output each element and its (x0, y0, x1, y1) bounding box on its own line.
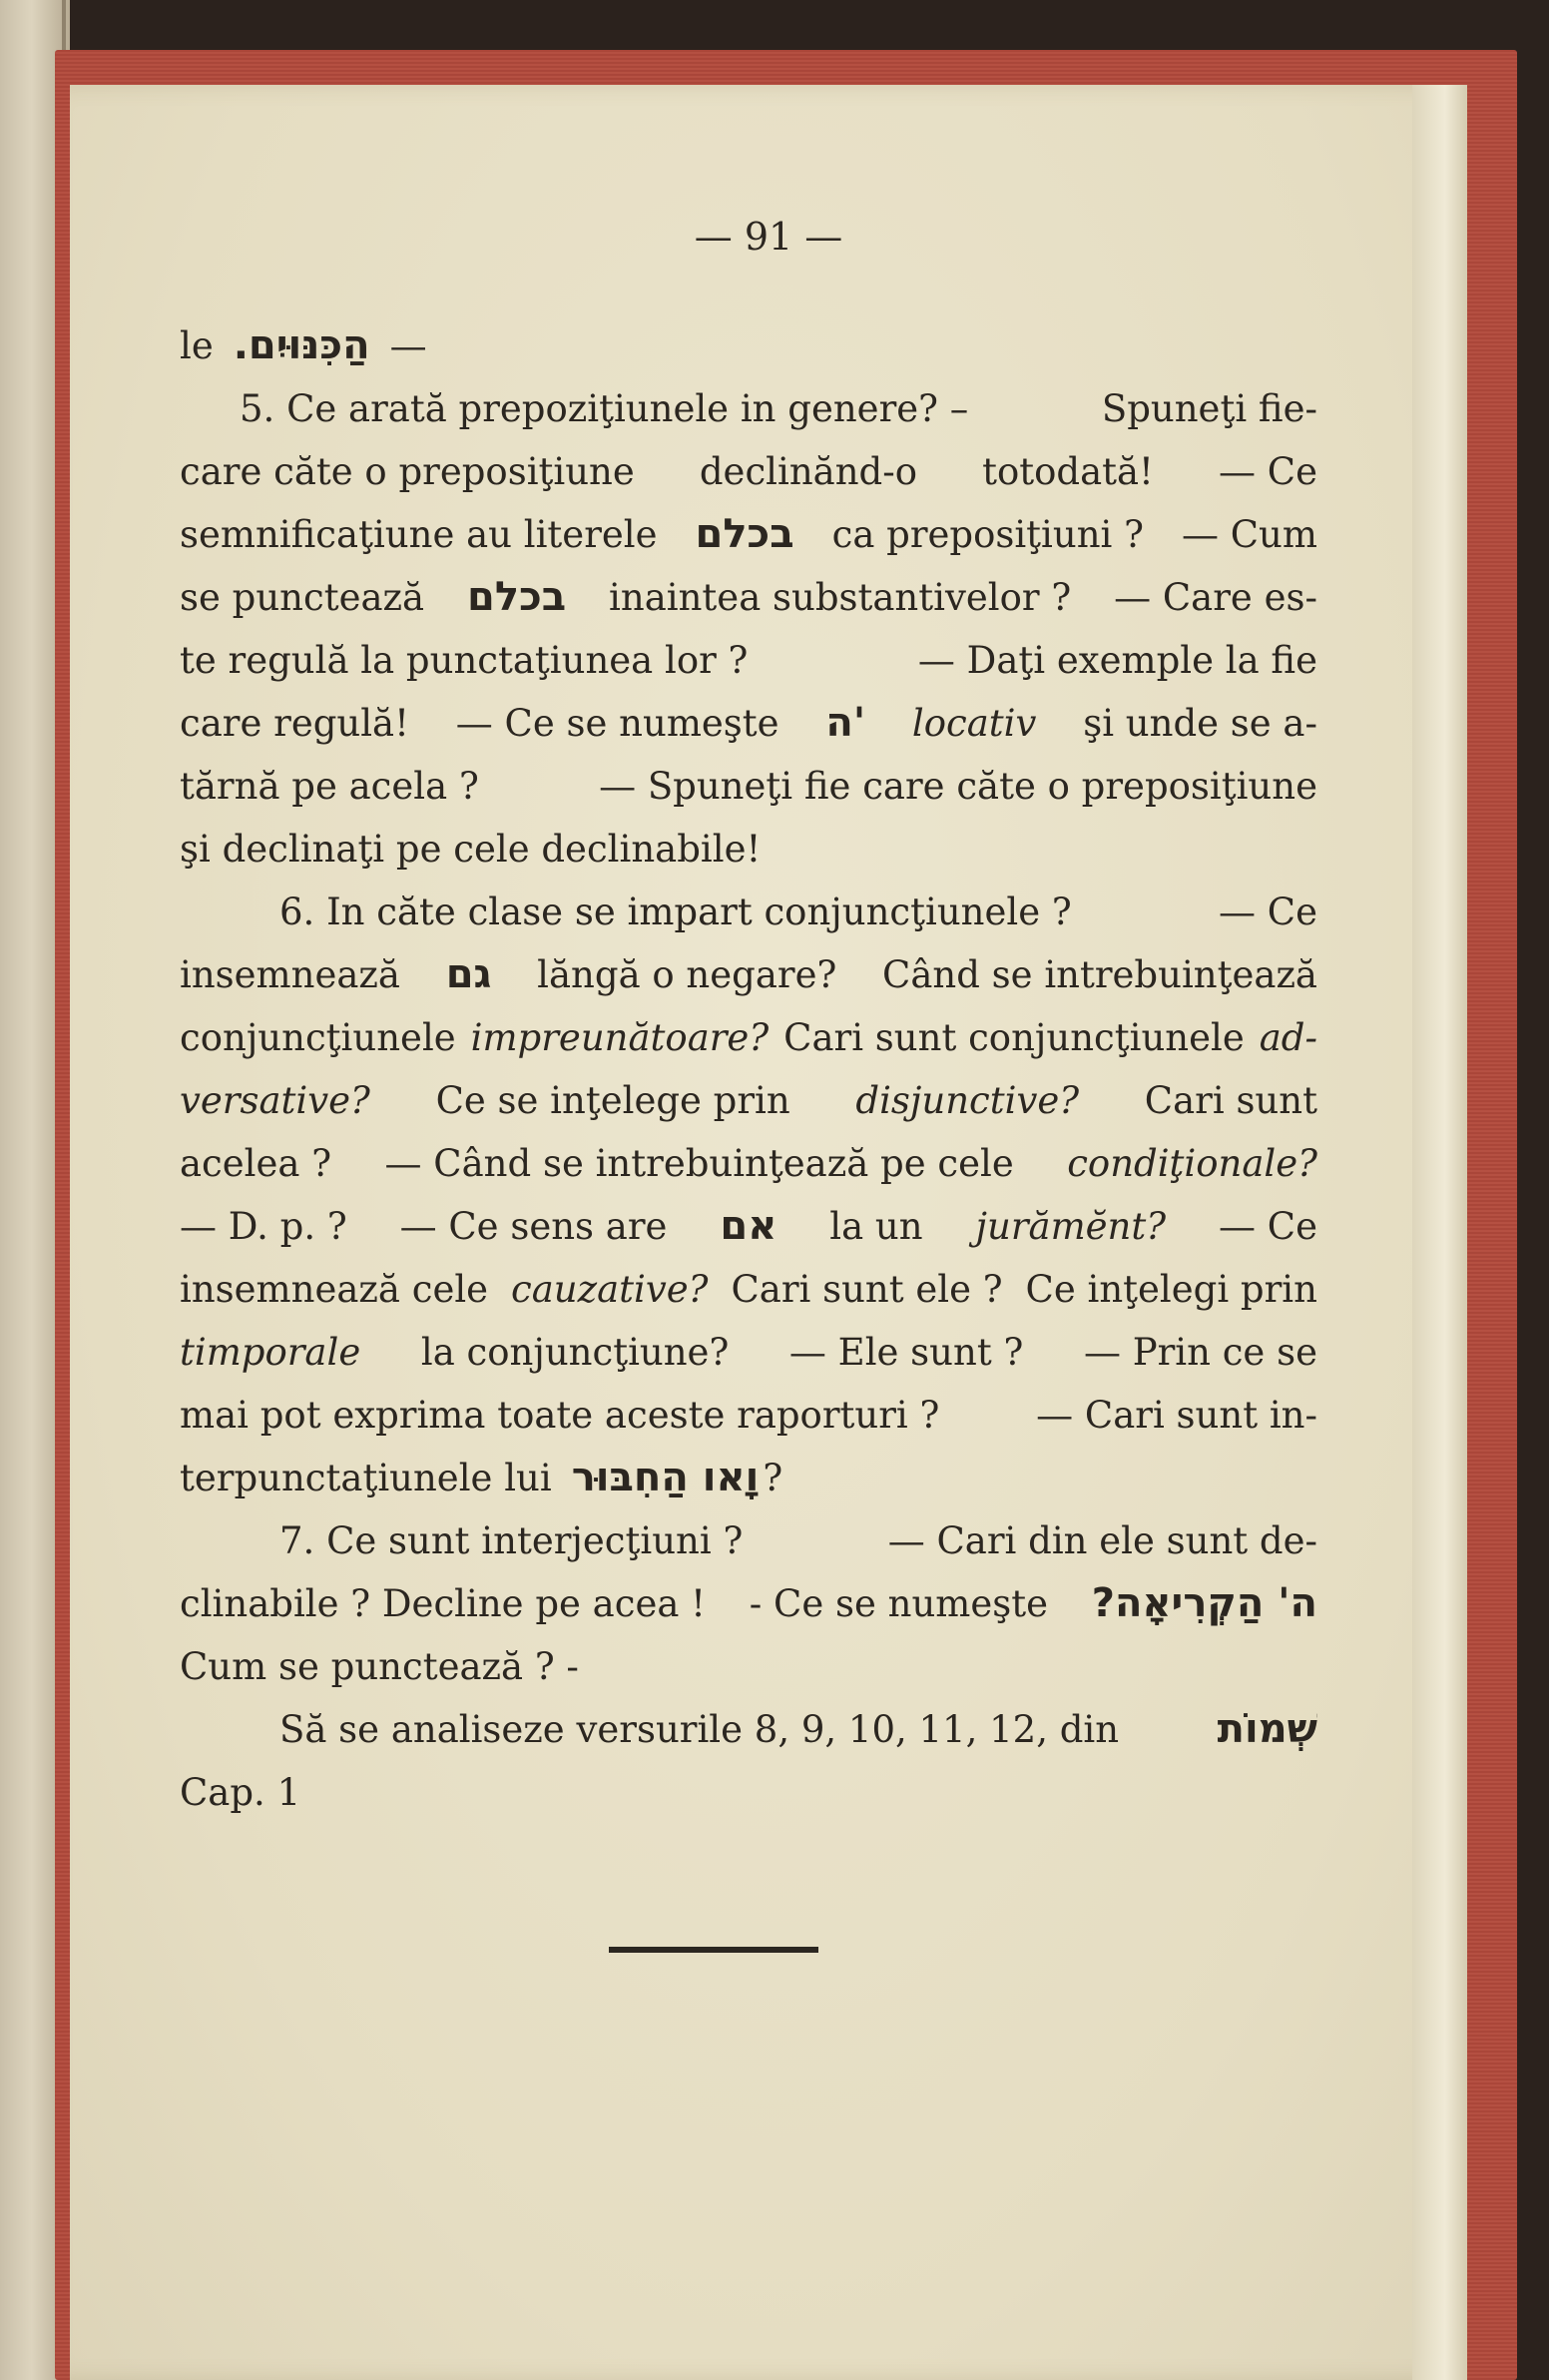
text-line: insemnează גם lăngă o negare? Când se intrebuinţează (180, 951, 1317, 997)
page-number: — 91 — (694, 215, 843, 259)
text-line: — D. p. ? — Ce sens are אם la un jurămĕnt? — Ce (180, 1203, 1317, 1249)
text-line: insemnează cele cauzative? Cari sunt ele ? Ce inţelegi prin (180, 1268, 1317, 1311)
body-text (180, 314, 1317, 1824)
text-line: 7. Ce sunt interjecţiuni ? — Cari din ele sunt de- (279, 1519, 1317, 1562)
text-line: te regulă la punctaţiunea lor ? — Daţi exemple la fie (180, 639, 1317, 682)
page-fore-edge (1412, 85, 1467, 2380)
text-line: terpunctaţiunele lui וָאו הַחִבּוּר ? (180, 1455, 783, 1500)
text-line: mai pot exprima toate aceste raporturi ? — Cari sunt in- (180, 1394, 1317, 1437)
text-line: clinabile ? Decline pe acea ! - Ce se numeşte ה' הַקְרִיאָה? (180, 1580, 1317, 1626)
text-line: 5. Ce arată prepoziţiunele in genere? – Spuneţi fie- (240, 387, 1317, 430)
text-line: tărnă pe acela ? — Spuneţi fie care căte o preposiţiune (180, 765, 1317, 808)
text-line: Cum se punctează ? - (180, 1645, 579, 1688)
text-line: le הַכִּנּוּיִם. — (180, 322, 427, 368)
text-line: conjuncţiunele impreunătoare? Cari sunt conjuncţiunele ad- (180, 1016, 1317, 1059)
text-line: se punctează בכלם inaintea substantivelor ? — Care es- (180, 574, 1317, 620)
text-line: versative? Ce se inţelege prin disjunctive? Cari sunt (180, 1079, 1317, 1122)
text-line: şi declinaţi pe cele declinabile! (180, 828, 762, 871)
text-line: care căte o preposiţiune declinănd-o totodată! — Ce (180, 450, 1317, 493)
text-line: Cap. 1 (180, 1771, 301, 1814)
text-line: acelea ? — Când se intrebuinţează pe cele condiţionale? (180, 1142, 1317, 1185)
page-sheet (70, 85, 1467, 2380)
text-line: care regulă! — Ce se numeşte 'ה locativ şi unde se a- (180, 700, 1317, 746)
text-line: timporale la conjuncţiune? — Ele sunt ? — Prin ce se (180, 1331, 1317, 1374)
text-line: 6. In căte clase se impart conjuncţiunele ? — Ce (279, 891, 1317, 933)
text-line: Să se analiseze versurile 8, 9, 10, 11, 12, din שְׁמוֹת (279, 1706, 1317, 1752)
text-line: semnificaţiune au literele בכלם ca preposiţiuni ? — Cum (180, 511, 1317, 557)
section-divider (609, 1947, 818, 1953)
